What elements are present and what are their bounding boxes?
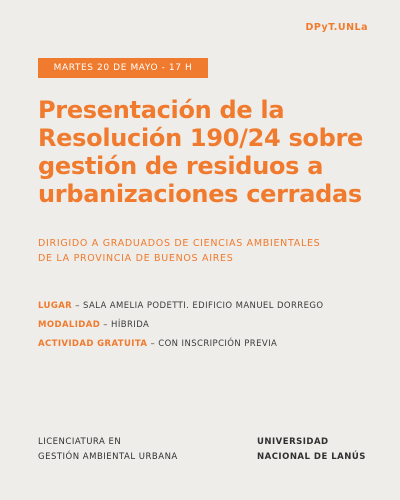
detail-key: ACTIVIDAD GRATUITA [38,339,148,349]
footer-program [38,435,178,465]
subtitle-line: DE LA PROVINCIA DE BUENOS AIRES [38,253,234,264]
title-line: gestión de residuos a [38,152,324,180]
detail-key: LUGAR [38,301,73,311]
detail-separator: – [100,320,112,330]
detail-value: HÍBRIDA [111,320,150,330]
detail-key: MODALIDAD [38,320,101,330]
footer-line: NACIONAL DE LANÚS [257,452,366,462]
footer-university [257,435,366,465]
title-line: urbanizaciones cerradas [38,180,362,208]
detail-row-cost [38,335,378,354]
event-subtitle [38,236,368,266]
detail-value: SALA AMELIA PODETTI. EDIFICIO MANUEL DORREGO [82,301,324,311]
event-details [38,297,378,354]
footer-line: UNIVERSIDAD [257,437,329,447]
detail-row-location [38,297,378,316]
detail-value: CON INSCRIPCIÓN PREVIA [158,339,278,349]
footer-line: GESTIÓN AMBIENTAL URBANA [38,452,178,462]
detail-row-modality [38,316,378,335]
brand-logo-text: DPyT.UNLa [305,22,368,33]
footer-line: LICENCIATURA EN [38,437,122,447]
title-line: Resolución 190/24 sobre [38,124,364,152]
title-line: Presentación de la [38,96,285,124]
subtitle-line: DIRIGIDO A GRADUADOS DE CIENCIAS AMBIENTALES [38,238,321,249]
detail-separator: – [72,301,83,311]
date-badge: MARTES 20 DE MAYO - 17 H [38,58,208,78]
event-title [38,96,378,208]
detail-separator: – [147,339,159,349]
